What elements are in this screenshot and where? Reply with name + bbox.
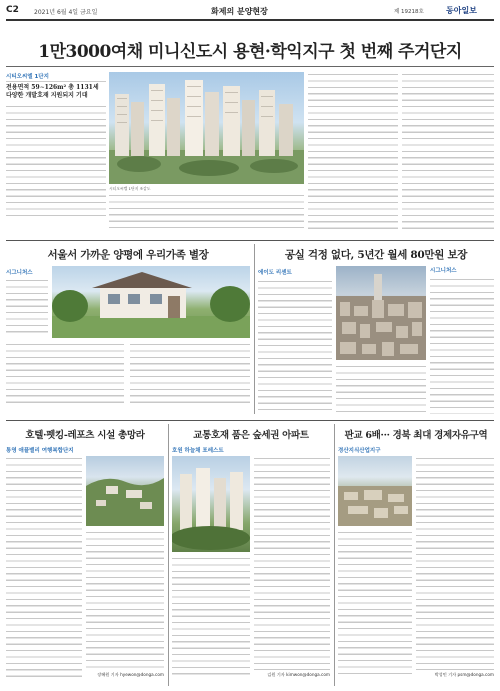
forest-apartment-svg <box>172 456 250 552</box>
row2-left-text-col1 <box>6 278 48 336</box>
row3-c3-byline: 박성민 기자 psm@donga.com <box>434 672 494 677</box>
resort-aerial-svg <box>86 456 164 526</box>
row3-c3-text-a <box>338 530 412 676</box>
top-headline: 1만3000여채 미니신도시 용현·학익지구 첫 번째 주거단지 <box>38 42 462 62</box>
industrial-site-svg <box>338 456 412 526</box>
row3-c1-byline: 장혜원 기자 hyewon@donga.com <box>97 672 164 677</box>
top-story-body-text <box>6 104 106 216</box>
villa-house-svg <box>52 266 250 338</box>
row3-vertical-divider-1 <box>168 424 169 686</box>
top-photo-caption: 시티오씨엘 1단지 조감도 <box>109 186 151 191</box>
tag-divider <box>6 81 106 82</box>
row3-c3-headline: 판교 6배··· 경북 최대 경제자유구역 <box>344 430 488 441</box>
issue-date: 2021년 6월 4일 금요일 <box>34 9 98 16</box>
top-story-subhead-2: 다양한 개발호재 지원되지 기대 <box>6 92 88 99</box>
section-divider-2 <box>6 420 494 421</box>
headline-rule <box>6 66 494 67</box>
resort-aerial-image <box>86 456 164 526</box>
row2-right-tag-2: 시그니처스 <box>430 268 457 274</box>
row2-right-tag: 에이도 리센트 <box>258 270 292 276</box>
row3-c2-text-b <box>254 456 330 680</box>
city-aerial-svg <box>336 266 426 360</box>
top-story-column-3 <box>308 72 398 232</box>
newspaper-logo: 동아일보 <box>446 6 477 15</box>
row2-left-tag: 시그니처스 <box>6 270 33 276</box>
row2-right-text-col2 <box>336 364 426 414</box>
row3-c1-tag: 통영 애플밸리 여행복합단지 <box>6 448 74 454</box>
row2-right-headline: 공실 걱정 없다, 5년간 월세 80만원 보장 <box>284 249 468 261</box>
top-story-tag: 시티오씨엘 1단지 <box>6 74 49 80</box>
row3-c3-text-b <box>416 456 494 670</box>
row3-c2-byline: 김원 기자 kimwon@donga.com <box>267 672 330 677</box>
row3-c3-tag-wrap <box>338 446 494 454</box>
row3-c2-tag: 호원 하늘채 포레스트 <box>172 448 224 454</box>
row3-c3-tag: 경산지식산업지구 <box>338 448 381 454</box>
row3-c2-text-a <box>172 556 250 676</box>
row2-vertical-divider <box>254 244 255 414</box>
apartment-rendering-svg <box>109 72 304 184</box>
row3-c1-text-a <box>6 456 82 680</box>
top-story-middle-text <box>109 193 304 230</box>
row3-vertical-divider-2 <box>334 424 335 686</box>
row2-left-headline: 서울서 가까운 양평에 우리가족 별장 <box>47 249 209 261</box>
masthead-rule <box>6 19 494 21</box>
row2-right-text-col1 <box>258 268 332 414</box>
row2-left-text-col2 <box>6 342 124 408</box>
top-story-left-column <box>6 72 106 232</box>
row2-left-text-col3 <box>130 342 250 408</box>
industrial-site-image <box>338 456 412 526</box>
row2-right-text-col3 <box>430 266 494 414</box>
row3-c1-headline: 호텔·펫킹-레포츠 시설 총망라 <box>25 430 145 441</box>
row2-left-tag-wrap <box>6 268 48 276</box>
section-divider-1 <box>6 240 494 241</box>
forest-apartment-image <box>172 456 250 552</box>
top-story-column-4 <box>402 72 494 232</box>
page-number: C2 <box>6 5 19 15</box>
apartment-rendering-image <box>109 72 304 184</box>
row3-c1-tag-wrap <box>6 446 164 454</box>
villa-house-image <box>52 266 250 338</box>
section-title: 화제의 분양현장 <box>211 7 268 16</box>
row3-c2-tag-wrap <box>172 446 330 454</box>
top-story-subhead-1: 전용면적 59∼126m² 총 1131세 <box>6 84 99 91</box>
city-aerial-image <box>336 266 426 360</box>
row3-c2-headline: 교통호재 품은 숲세권 아파트 <box>193 430 309 441</box>
row3-c1-text-b <box>86 530 164 670</box>
issue-number: 제 19218호 <box>394 9 424 15</box>
masthead <box>6 4 494 18</box>
